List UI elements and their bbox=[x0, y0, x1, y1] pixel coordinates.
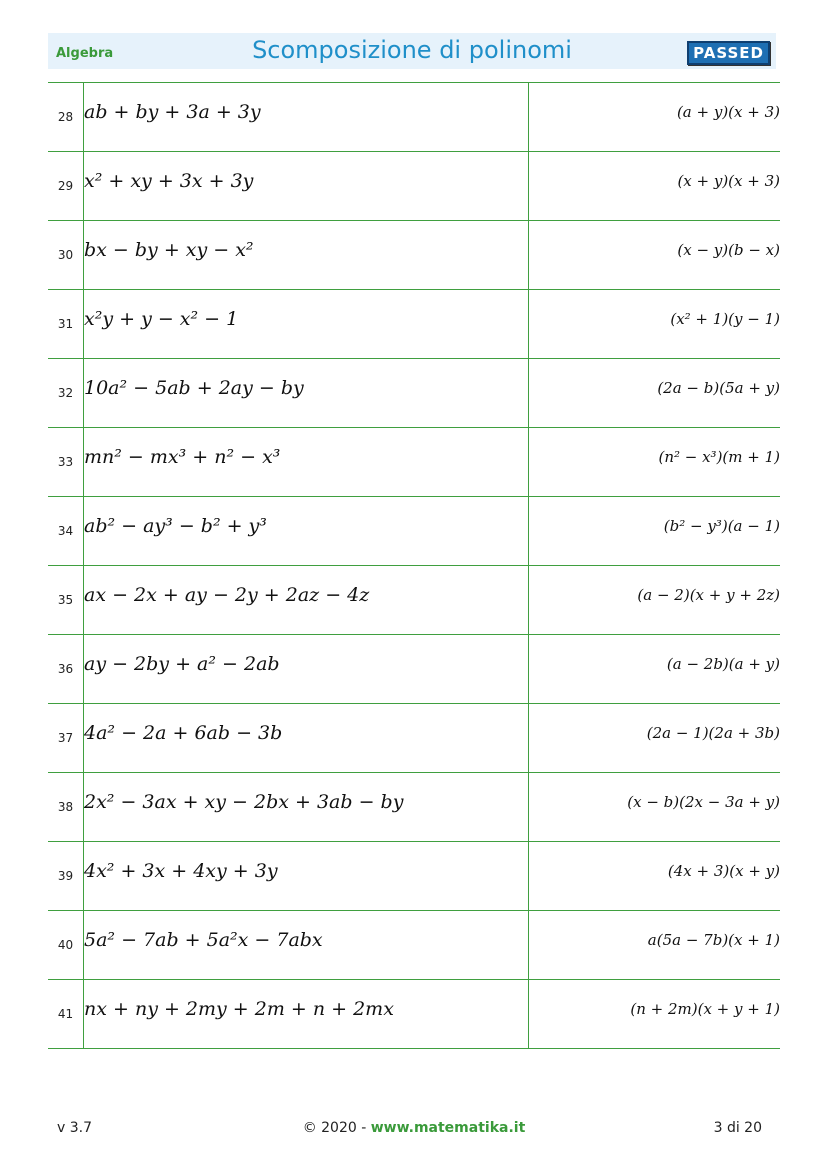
exercise-row bbox=[48, 704, 780, 773]
exercise-row bbox=[48, 428, 780, 497]
exercise-expression: 10a² − 5ab + 2ay − by bbox=[84, 377, 304, 399]
exercise-expression: 4a² − 2a + 6ab − 3b bbox=[84, 722, 283, 744]
solution-cell bbox=[529, 980, 781, 1049]
exercise-cell bbox=[84, 635, 529, 704]
exercise-solution: (2a − 1)(2a + 3b) bbox=[646, 724, 780, 742]
site-link[interactable]: www.matematika.it bbox=[370, 1120, 526, 1136]
solution-cell bbox=[529, 911, 781, 980]
solution-cell bbox=[529, 635, 781, 704]
exercise-expression: 5a² − 7ab + 5a²x − 7abx bbox=[84, 929, 323, 951]
exercise-number: 36 bbox=[48, 635, 84, 704]
exercise-cell bbox=[84, 773, 529, 842]
exercise-row bbox=[48, 83, 780, 152]
exercise-table bbox=[48, 82, 780, 1049]
exercise-expression: bx − by + xy − x² bbox=[84, 239, 254, 261]
page-counter: 3 di 20 bbox=[713, 1120, 762, 1136]
exercise-row bbox=[48, 221, 780, 290]
exercise-solution: (a + y)(x + 3) bbox=[676, 103, 780, 121]
exercise-number: 31 bbox=[48, 290, 84, 359]
exercise-row bbox=[48, 911, 780, 980]
exercise-number: 28 bbox=[48, 83, 84, 152]
exercise-number: 38 bbox=[48, 773, 84, 842]
exercise-solution: (2a − b)(5a + y) bbox=[657, 379, 780, 397]
subject-label: Algebra bbox=[56, 46, 114, 61]
solution-cell bbox=[529, 152, 781, 221]
solution-cell bbox=[529, 83, 781, 152]
exercise-solution: (x + y)(x + 3) bbox=[677, 172, 780, 190]
exercise-number: 39 bbox=[48, 842, 84, 911]
exercise-row bbox=[48, 980, 780, 1049]
exercise-number: 35 bbox=[48, 566, 84, 635]
exercise-row bbox=[48, 290, 780, 359]
exercise-row bbox=[48, 635, 780, 704]
exercise-number: 32 bbox=[48, 359, 84, 428]
exercise-solution: (a − 2b)(a + y) bbox=[666, 655, 780, 673]
exercise-number: 40 bbox=[48, 911, 84, 980]
solution-cell bbox=[529, 566, 781, 635]
passed-badge: PASSED bbox=[687, 41, 770, 65]
exercise-solution: (n + 2m)(x + y + 1) bbox=[630, 1000, 780, 1018]
exercise-number: 34 bbox=[48, 497, 84, 566]
exercise-expression: x²y + y − x² − 1 bbox=[84, 308, 239, 330]
page-title: Scomposizione di polinomi bbox=[252, 36, 572, 64]
exercise-expression: ax − 2x + ay − 2y + 2az − 4z bbox=[84, 584, 370, 606]
solution-cell bbox=[529, 428, 781, 497]
exercise-cell bbox=[84, 704, 529, 773]
copyright-line bbox=[0, 1120, 828, 1136]
exercise-cell bbox=[84, 359, 529, 428]
solution-cell bbox=[529, 704, 781, 773]
exercise-number: 37 bbox=[48, 704, 84, 773]
exercise-cell bbox=[84, 980, 529, 1049]
exercise-cell bbox=[84, 83, 529, 152]
exercise-solution: a(5a − 7b)(x + 1) bbox=[647, 931, 780, 949]
exercise-row bbox=[48, 152, 780, 221]
exercise-number: 30 bbox=[48, 221, 84, 290]
exercise-cell bbox=[84, 497, 529, 566]
exercise-expression: ab + by + 3a + 3y bbox=[84, 101, 261, 123]
exercise-cell bbox=[84, 152, 529, 221]
exercise-cell bbox=[84, 842, 529, 911]
page-footer bbox=[0, 1120, 828, 1140]
exercise-cell bbox=[84, 911, 529, 980]
exercise-expression: 4x² + 3x + 4xy + 3y bbox=[84, 860, 278, 882]
exercise-number: 29 bbox=[48, 152, 84, 221]
exercise-number: 41 bbox=[48, 980, 84, 1049]
exercise-cell bbox=[84, 290, 529, 359]
exercise-expression: nx + ny + 2my + 2m + n + 2mx bbox=[84, 998, 394, 1020]
exercise-row bbox=[48, 359, 780, 428]
exercise-expression: ab² − ay³ − b² + y³ bbox=[84, 515, 267, 537]
exercise-solution: (x² + 1)(y − 1) bbox=[670, 310, 780, 328]
exercise-solution: (b² − y³)(a − 1) bbox=[663, 517, 780, 535]
exercise-solution: (4x + 3)(x + y) bbox=[667, 862, 780, 880]
solution-cell bbox=[529, 290, 781, 359]
solution-cell bbox=[529, 221, 781, 290]
exercise-expression: mn² − mx³ + n² − x³ bbox=[84, 446, 281, 468]
solution-cell bbox=[529, 842, 781, 911]
exercise-cell bbox=[84, 221, 529, 290]
exercise-expression: x² + xy + 3x + 3y bbox=[84, 170, 254, 192]
exercise-row bbox=[48, 773, 780, 842]
exercise-row bbox=[48, 566, 780, 635]
exercise-cell bbox=[84, 428, 529, 497]
exercise-expression: 2x² − 3ax + xy − 2bx + 3ab − by bbox=[84, 791, 404, 813]
exercise-cell bbox=[84, 566, 529, 635]
exercise-solution: (x − y)(b − x) bbox=[677, 241, 780, 259]
exercise-solution: (x − b)(2x − 3a + y) bbox=[627, 793, 780, 811]
exercise-number: 33 bbox=[48, 428, 84, 497]
solution-cell bbox=[529, 497, 781, 566]
exercise-row bbox=[48, 842, 780, 911]
page-header bbox=[48, 33, 776, 69]
exercise-solution: (a − 2)(x + y + 2z) bbox=[637, 586, 780, 604]
version-label: v 3.7 bbox=[57, 1120, 92, 1136]
solution-cell bbox=[529, 773, 781, 842]
copyright-text: © 2020 - bbox=[302, 1120, 371, 1136]
solution-cell bbox=[529, 359, 781, 428]
exercise-solution: (n² − x³)(m + 1) bbox=[658, 448, 780, 466]
exercise-expression: ay − 2by + a² − 2ab bbox=[84, 653, 280, 675]
exercise-row bbox=[48, 497, 780, 566]
